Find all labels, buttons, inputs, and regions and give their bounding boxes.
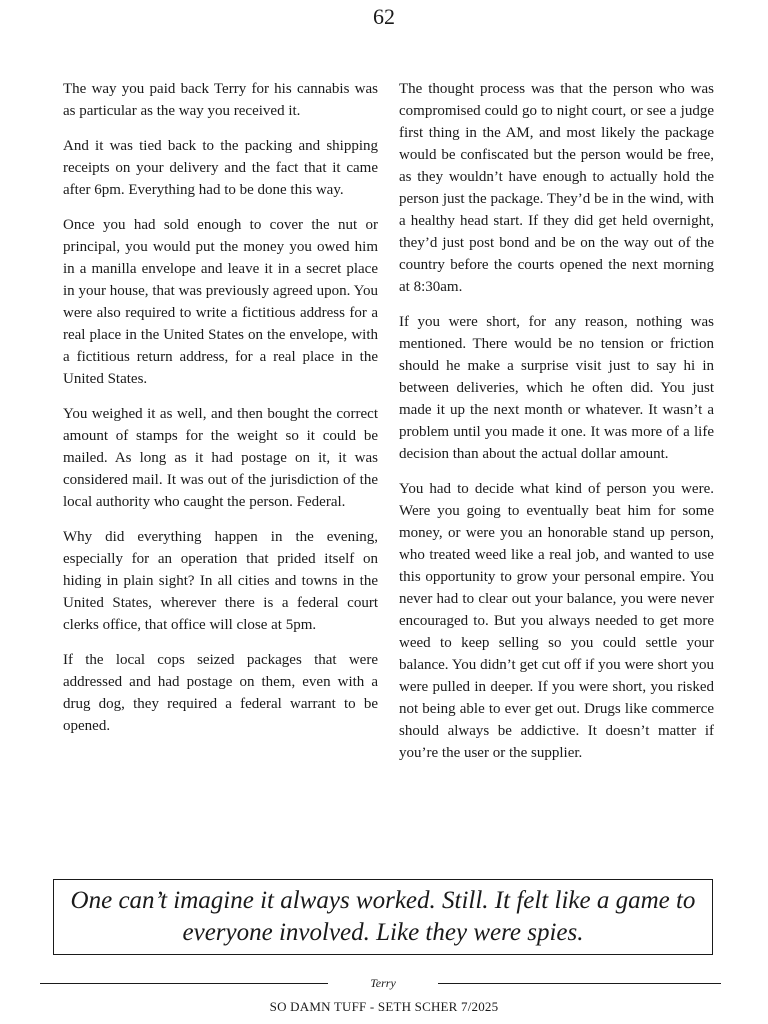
footer-rule-left [40, 983, 328, 984]
paragraph: Once you had sold enough to cover the nut or principal, you would put the money you owed him in a manilla envelope and leave it in a secret place in your house, that was previously agreed upon. You were also required to write a fictitious address for a real place in the United States on the envelope, with a fictitious return address, for a real place in the United States. [63, 217, 378, 387]
paragraph: The way you paid back Terry for his cannabis was as particular as the way you received it. [63, 81, 378, 119]
book-footer: SO DAMN TUFF - SETH SCHER 7/2025 [269, 999, 499, 1014]
running-head: Terry [370, 976, 396, 990]
page-number: 62 [373, 4, 395, 29]
footer-rule-right [438, 983, 721, 984]
paragraph: If the local cops seized packages that were addressed and had postage on them, even with a drug dog, they required a federal warrant to be opened. [63, 652, 378, 734]
paragraph: The thought process was that the person who was compromised could go to night court, or see a judge first thing in the AM, and most likely the package would be confiscated but the person would be free, as they wouldn’t have enough to actually hold the person just the package. They’d be in the wind, with a healthy head start. If they did get held overnight, they’d just post bond and be on the way out of the country before the courts opened the next morning at 8:30am. [399, 81, 714, 295]
paragraph: If you were short, for any reason, nothing was mentioned. There would be no tension or friction should he make a surprise visit just to say hi in between deliveries, which he often did. You just made it up the next month or whatever. It wasn’t a problem until you made it one. It was more of a life decision than about the actual dollar amount. [399, 314, 714, 462]
body-columns [63, 78, 714, 777]
pull-quote [53, 879, 713, 955]
paragraph: And it was tied back to the packing and shipping receipts on your delivery and the fact that it came after 6pm. Everything had to be done this way. [63, 138, 378, 198]
right-column [399, 78, 714, 777]
paragraph: You weighed it as well, and then bought the correct amount of stamps for the weight so it could be mailed. As long as it had postage on it, it was considered mail. It was out of the jurisdiction of the local authority who caught the person. Federal. [63, 406, 378, 510]
paragraph: You had to decide what kind of person you were. Were you going to eventually beat him for some money, or were you an honorable stand up person, who treated weed like a real job, and wanted to use this opportunity to grow your personal empire. You never had to clear out your balance, you were never encouraged to. But you always needed to get more weed to keep selling so you could settle your balance. You didn’t get cut off if you were short you were pulled in deeper. If you were short, you risked not being able to ever get out. Drugs like commerce should always be addictive. It doesn’t matter if you’re the user or the supplier. [399, 481, 714, 761]
paragraph: Why did everything happen in the evening, especially for an operation that prided itself on hiding in plain sight? In all cities and towns in the United States, wherever there is a federal court clerks office, that office will close at 5pm. [63, 529, 378, 633]
left-column [63, 78, 378, 777]
pull-quote-text: One can’t imagine it always worked. Still. It felt like a game to everyone involved. Like they were spies. [70, 887, 696, 946]
